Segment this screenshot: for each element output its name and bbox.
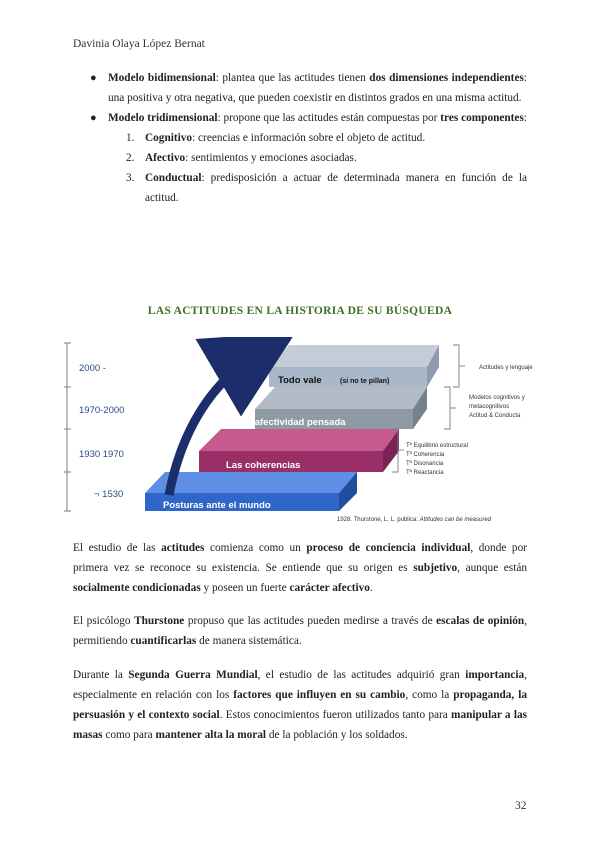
component-item — [126, 168, 527, 208]
note-bottom: Tª Disonancia — [406, 461, 444, 467]
bullet-term: Modelo bidimensional — [108, 72, 216, 84]
note-middle: Actitud & Conducta — [469, 413, 521, 419]
paragraph-origin: El estudio de las actitudes comienza como un proceso de conciencia individual, donde por primera vez se reconoce su existencia. Se entiende que su origen es subjetivo, aunque están socialmente condicionadas y poseen un fuerte carácter afectivo. — [73, 542, 528, 594]
note-bottom: Tª Reactancia — [406, 470, 444, 476]
bullet-term: Modelo tridimensional — [108, 112, 218, 124]
step-label: Las coherencias — [226, 460, 301, 471]
step-label: La afectividad pensada — [241, 417, 346, 428]
component-text: : creencias e información sobre el objeto de actitud. — [192, 132, 426, 144]
step-sublabel: (si no te pillan) — [340, 378, 390, 385]
emphasis-term: escalas de opinión — [436, 615, 525, 627]
model-list — [90, 68, 527, 208]
bullet-term: tres componentes — [440, 112, 524, 124]
bullet-bidimensional — [90, 68, 527, 108]
step-coherencias — [199, 429, 399, 472]
emphasis-term: factores que influyen en su cambio — [233, 689, 406, 701]
bullet-term: dos dimensiones independientes — [369, 72, 524, 84]
emphasis-term: proceso de conciencia individual — [306, 542, 471, 554]
section-title: LAS ACTITUDES EN LA HISTORIA DE SU BÚSQUEDA — [147, 305, 453, 317]
note-top: Actitudes y lenguaje — [479, 365, 533, 371]
period-label: ¬ 1530 — [94, 489, 124, 500]
bullet-tridimensional — [90, 108, 527, 208]
emphasis-term: importancia — [465, 669, 525, 681]
bullet-text: : — [523, 112, 527, 124]
emphasis-term: actitudes — [161, 542, 205, 554]
bullet-dot-icon: ● — [90, 72, 97, 84]
period-label: 2000 - — [79, 363, 106, 374]
component-number: 1. — [126, 132, 135, 144]
page-number: 32 — [515, 800, 527, 812]
emphasis-term: socialmente condicionadas — [73, 582, 201, 594]
note-middle: Modelos cognitivos y — [469, 395, 525, 401]
step-label: Todo vale — [278, 375, 322, 386]
component-text: : sentimientos y emociones asociadas. — [185, 152, 357, 164]
component-item — [126, 128, 527, 148]
component-list — [126, 128, 527, 208]
header-author: Davinia Olaya López Bernat — [73, 38, 205, 50]
note-bottom: Tª Coherencia — [406, 452, 445, 458]
staircase-diagram — [61, 337, 539, 527]
paragraph-thurstone: El psicólogo Thurstone propuso que las actitudes pueden medirse a través de escalas de opinión, permitiendo cuantificarlas de manera sistemática. — [73, 615, 528, 647]
period-label: 1970-2000 — [79, 405, 125, 416]
timeline-bracket — [64, 343, 71, 511]
period-label: 1930 1970 — [79, 449, 124, 460]
component-term: Conductual — [145, 172, 202, 184]
bullet-text: : propone que las actitudes están compuestas por — [217, 112, 441, 124]
step-label: Posturas ante el mundo — [163, 500, 271, 511]
paragraph-wwii: Durante la Segunda Guerra Mundial, el estudio de las actitudes adquirió gran importancia, especialmente en relación con los factores que influyen en su cambio, como la propaganda, la persuasión y el contexto social. Estos conocimientos fueron utilizados tanto para manipular a las masas como para mantener alta la moral de la población y los soldados. — [73, 669, 528, 741]
emphasis-term: Thurstone — [134, 615, 185, 627]
component-number: 2. — [126, 152, 135, 164]
emphasis-term: manipular a las masas — [73, 709, 528, 741]
step-afectividad — [241, 387, 427, 429]
emphasis-term: Segunda Guerra Mundial — [128, 669, 258, 681]
citation: 1928. Thurstone, L. L. publica: Attitudes can be measured — [337, 517, 492, 523]
component-text: : predisposición a actuar de determinada manera en función de la actitud. — [145, 172, 527, 204]
step-todo-vale — [269, 345, 439, 387]
component-item — [126, 148, 527, 168]
emphasis-term: propaganda, la persuasión y el contexto social — [73, 689, 527, 721]
bullet-text: : plantea que las actitudes tienen — [215, 72, 370, 84]
history-figure — [61, 337, 539, 527]
emphasis-term: mantener alta la moral — [155, 729, 267, 741]
component-term: Afectivo — [145, 152, 186, 164]
emphasis-term: subjetivo — [413, 562, 458, 574]
bullet-dot-icon: ● — [90, 112, 97, 124]
emphasis-term: carácter afectivo — [289, 582, 370, 594]
bullet-text: : una positiva y otra negativa, que pueden coexistir en distintos grados en una misma actitud. — [108, 72, 527, 104]
note-middle: metacognitivos — [469, 404, 510, 410]
emphasis-term: cuantificarlas — [130, 635, 197, 647]
component-number: 3. — [126, 172, 135, 184]
component-term: Cognitivo — [145, 132, 193, 144]
note-bottom: Tª Equilibrio estructural — [406, 443, 468, 449]
